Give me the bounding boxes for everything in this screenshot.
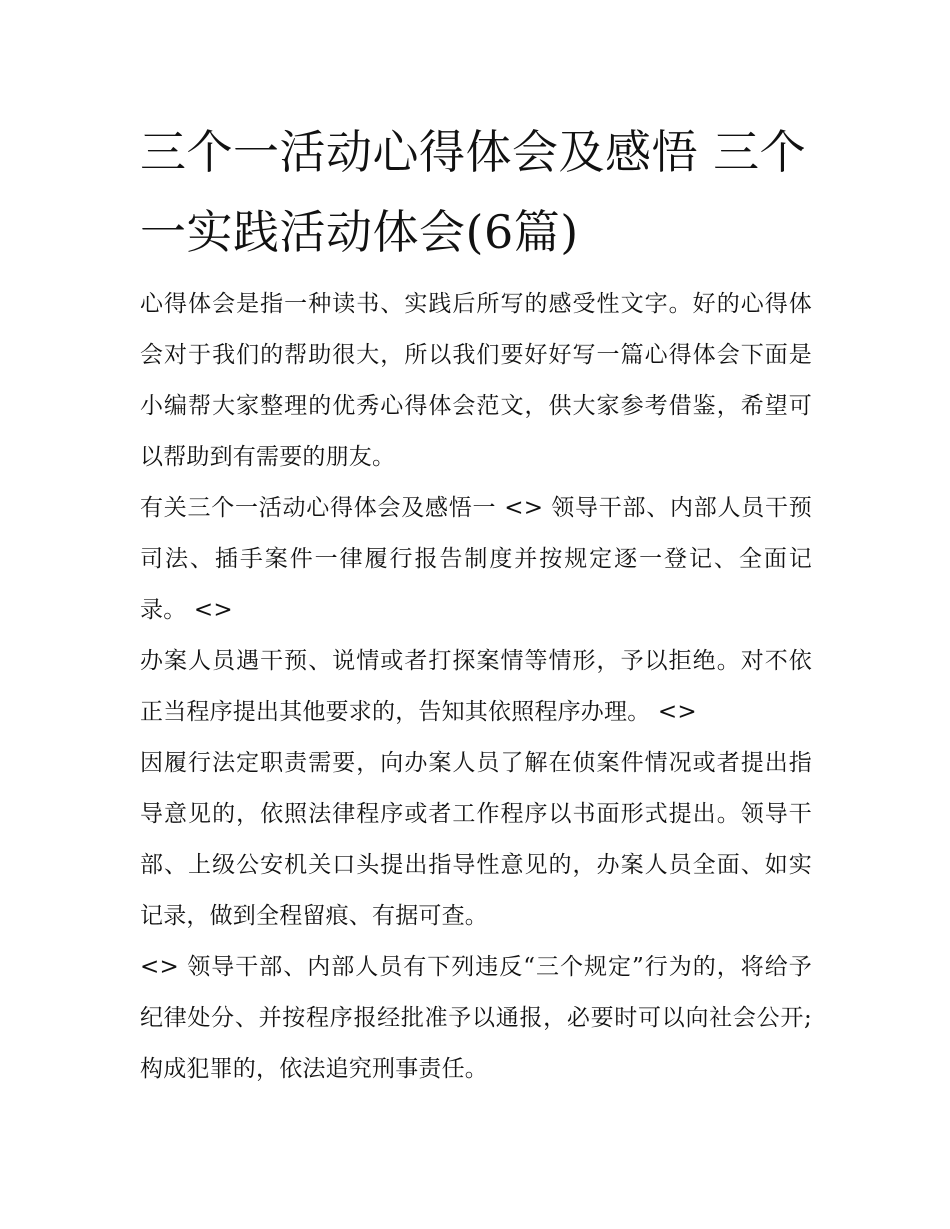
document-body (140, 279, 812, 1095)
paragraph-intro: 心得体会是指一种读书、实践后所写的感受性文字。好的心得体会对于我们的帮助很大，所以我们要好好写一篇心得体会下面是小编帮大家整理的优秀心得体会范文，供大家参考借鉴，希望可以帮助到有需要的朋友。 (140, 291, 812, 470)
document-title: 三个一活动心得体会及感悟 三个一实践活动体会(6篇) (140, 125, 807, 259)
paragraph-refuse-interference: 办案人员遇干预、说情或者打探案情等情形，予以拒绝。对不依正当程序提出其他要求的，告知其依照程序办理。 <> (140, 648, 812, 725)
paragraph-disciplinary-action: <> 领导干部、内部人员有下列违反“三个规定”行为的，将给予纪律处分、并按程序报经批准予以通报，必要时可以向社会公开;构成犯罪的，依法追究刑事责任。 (140, 954, 812, 1082)
paragraph-written-guidance: 因履行法定职责需要，向办案人员了解在侦案件情况或者提出指导意见的，依照法律程序或者工作程序以书面形式提出。领导干部、上级公安机关口头提出指导性意见的，办案人员全面、如实记录，做到全程留痕、有据可查。 (140, 750, 812, 929)
paragraph-reporting-system: 有关三个一活动心得体会及感悟一 <> 领导干部、内部人员干预司法、插手案件一律履行报告制度并按规定逐一登记、全面记录。 <> (140, 495, 812, 623)
